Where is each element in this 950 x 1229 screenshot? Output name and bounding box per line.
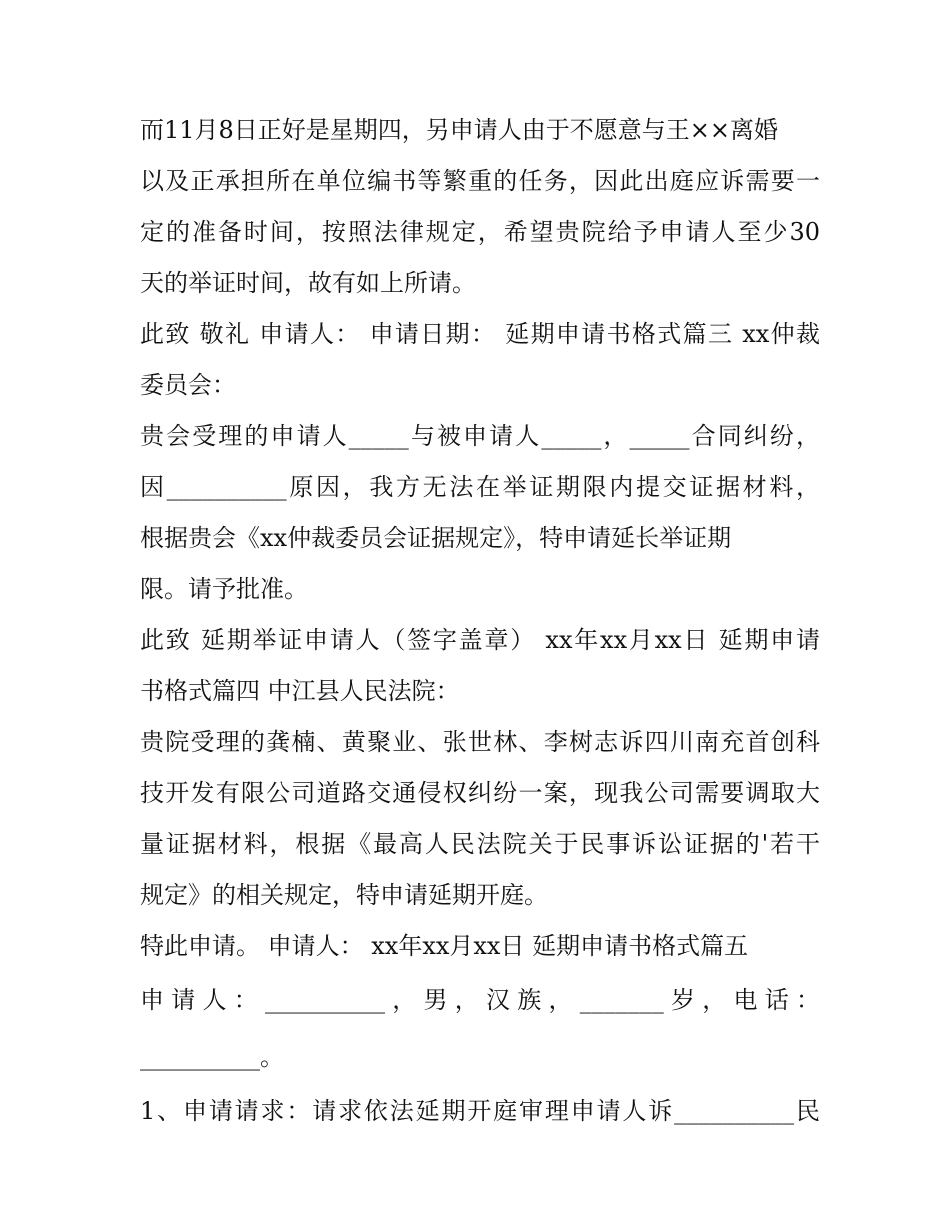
text-line: 定的准备时间，按照法律规定，希望贵院给予申请人至少30 xyxy=(140,218,820,246)
text-line: __________。 xyxy=(140,1043,284,1071)
text-line: 贵院受理的龚楠、黄聚业、张世林、李树志诉四川南充首创科 xyxy=(140,728,820,756)
text-line: 而11月8日正好是星期四，另申请人由于不愿意与王××离婚 xyxy=(140,116,779,144)
text-line: 1、申请请求：请求依法延期开庭审理申请人诉__________民 xyxy=(140,1097,820,1125)
text-line: 规定》的相关规定，特申请延期开庭。 xyxy=(140,881,548,909)
text-line: 以及正承担所在单位编书等繁重的任务，因此出庭应诉需要一 xyxy=(140,167,820,195)
text-line: 此致 敬礼 申请人： 申请日期： 延期申请书格式篇三 xx仲裁 xyxy=(140,320,820,348)
text-line: 特此申请。 申请人： xx年xx月xx日 延期申请书格式篇五 xyxy=(140,932,749,960)
text-line: 天的举证时间，故有如上所请。 xyxy=(140,269,476,297)
text-line: 贵会受理的申请人_____与被申请人_____，_____合同纠纷， xyxy=(140,422,820,450)
text-line: 申请人：__________，男，汉族，_______岁，电话： xyxy=(140,986,820,1014)
text-line: 限。请予批准。 xyxy=(140,575,308,603)
text-line: 此致 延期举证申请人（签字盖章） xx年xx月xx日 延期申请 xyxy=(140,626,820,654)
text-line: 根据贵会《xx仲裁委员会证据规定》，特申请延长举证期 xyxy=(140,524,732,552)
document-body xyxy=(140,105,820,1137)
text-line: 技开发有限公司道路交通侵权纠纷一案，现我公司需要调取大 xyxy=(140,779,820,807)
text-line: 书格式篇四 中江县人民法院： xyxy=(140,677,460,705)
text-line: 委员会： xyxy=(140,371,236,399)
text-line: 量证据材料，根据《最高人民法院关于民事诉讼证据的'若干 xyxy=(140,830,820,858)
text-line: 因__________原因，我方无法在举证期限内提交证据材料， xyxy=(140,473,820,501)
